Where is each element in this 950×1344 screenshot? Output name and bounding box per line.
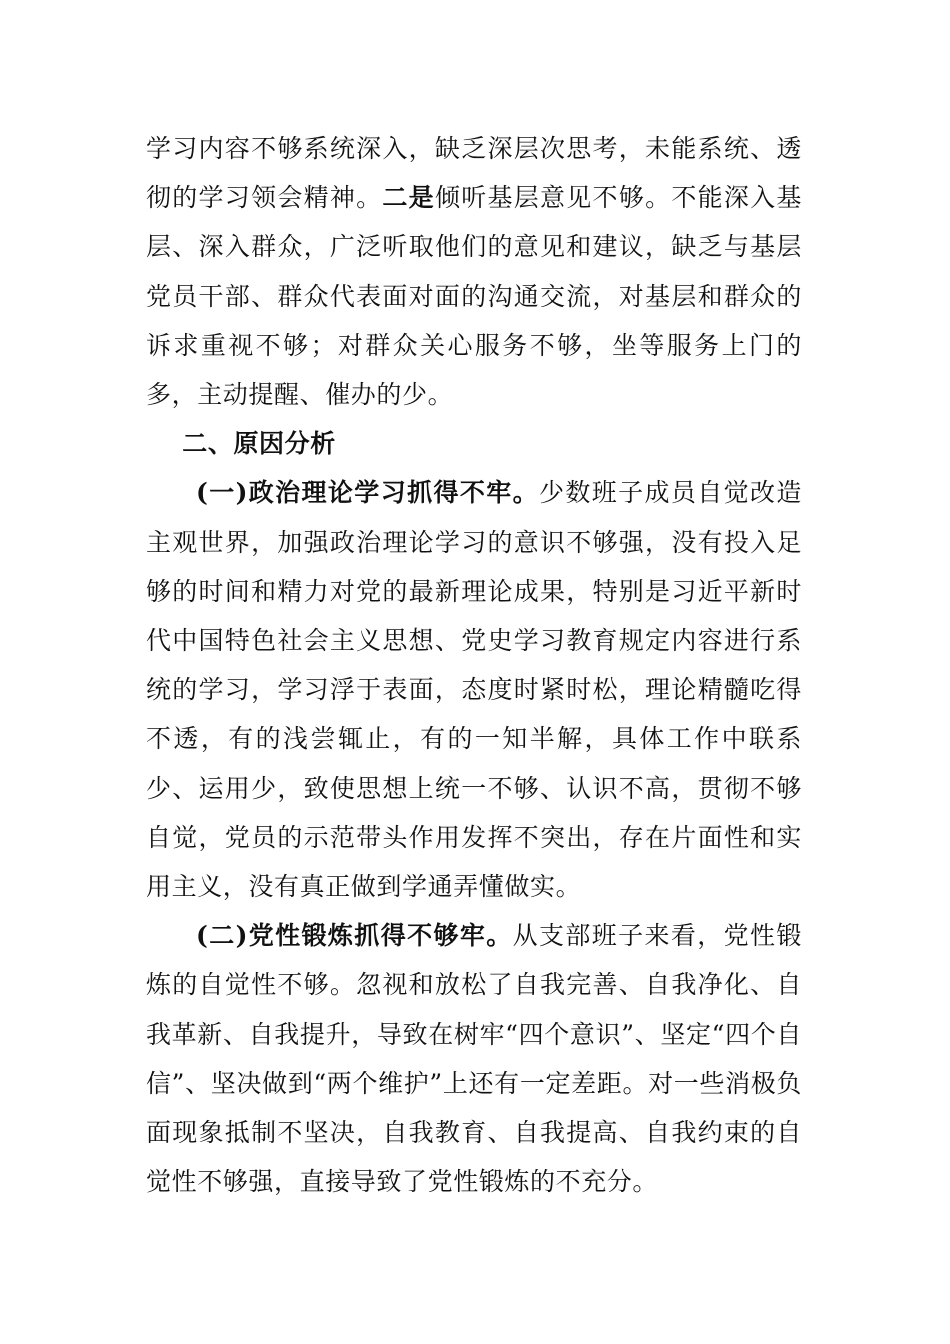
paragraph-continuation [146, 124, 802, 419]
subsection-2-title: (二)党性锻炼抓得不够牢。 [196, 921, 513, 951]
paragraph-text-rest: 倾听基层意见不够。不能深入基层、深入群众，广泛听取他们的意见和建议，缺乏与基层党员干部、群众代表面对面的沟通交流，对基层和群众的诉求重视不够；对群众关心服务不够，坐等服务上门的多，主动提醒、催办的少。 [146, 183, 803, 410]
paragraph-text: 学习内容不够系统深入，缺乏深层次思考，未能系统、透彻的学习领会精神。 [146, 134, 802, 213]
bold-marker: 二是 [382, 183, 435, 213]
document-body [146, 124, 802, 1206]
subsection-2 [146, 911, 802, 1206]
subsection-2-body: 从支部班子来看，党性锻炼的自觉性不够。忽视和放松了自我完善、自我净化、自我革新、自我提升，导致在树牢“四个意识”、坚定“四个自信”、坚决做到“两个维护”上还有一定差距。对一些消极负面现象抵制不坚决，自我教育、自我提高、自我约束的自觉性不够强，直接导致了党性锻炼的不充分。 [146, 921, 802, 1197]
subsection-1-body: 少数班子成员自觉改造主观世界，加强政治理论学习的意识不够强，没有投入足够的时间和精力对党的最新理论成果，特别是习近平新时代中国特色社会主义思想、党史学习教育规定内容进行系统的学习，学习浮于表面，态度时紧时松，理论精髓吃得不透，有的浅尝辄止，有的一知半解，具体工作中联系少、运用少，致使思想上统一不够、认识不高，贯彻不够自觉，党员的示范带头作用发挥不突出，存在片面性和实用主义，没有真正做到学通弄懂做实。 [146, 478, 802, 902]
subsection-1 [146, 468, 802, 911]
subsection-1-title: (一)政治理论学习抓得不牢。 [196, 478, 539, 508]
section-heading: 二、原因分析 [182, 429, 336, 459]
